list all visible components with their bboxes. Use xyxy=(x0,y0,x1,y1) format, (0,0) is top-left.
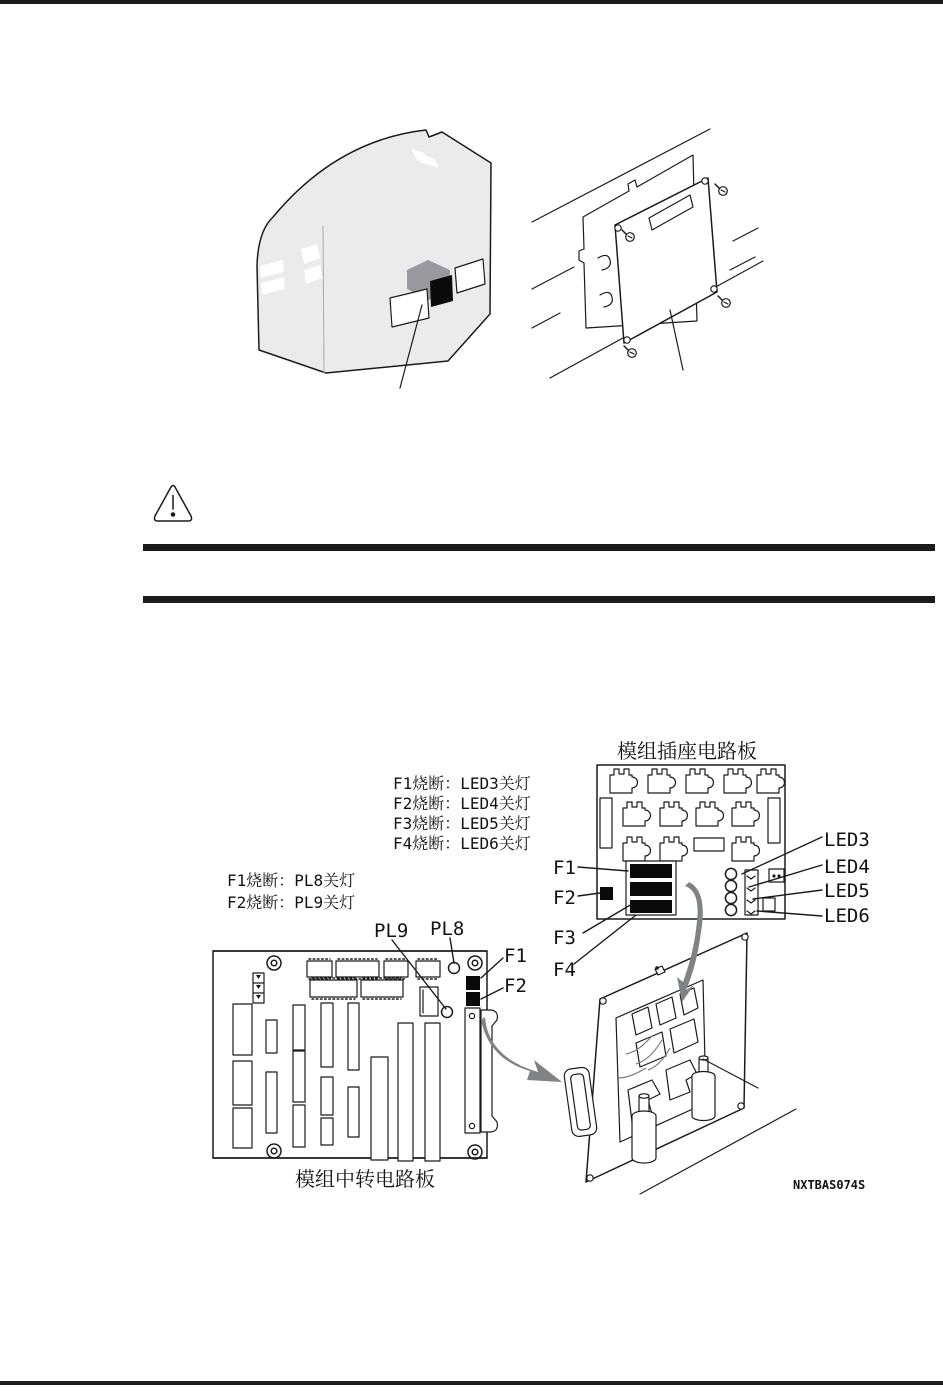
module-sockets xyxy=(610,769,785,861)
socket-fuse-note-2: F2烧断：LED4关灯 xyxy=(393,794,531,813)
socket-f4-label: F4 xyxy=(553,959,576,981)
relay-f1-label: F1 xyxy=(504,945,527,967)
led5-label: LED5 xyxy=(824,880,870,902)
page-top-rule xyxy=(0,0,943,4)
relay-fuse-note-2: F2烧断：PL9关灯 xyxy=(227,893,356,912)
card-edge-connector xyxy=(465,1008,497,1133)
relay-board xyxy=(213,951,497,1161)
arrow-relay-to-panel xyxy=(481,1017,562,1082)
cover-plate xyxy=(615,178,717,343)
socket-fuse-note-3: F3烧断：LED5关灯 xyxy=(393,814,531,833)
socket-f2-label: F2 xyxy=(553,887,576,909)
figure-code: NXTBAS074S xyxy=(793,1178,866,1192)
led3-label: LED3 xyxy=(824,829,870,851)
pin-header xyxy=(253,973,264,1003)
page-bottom-rule xyxy=(0,1381,943,1385)
socket-board xyxy=(597,765,785,919)
socket-fuse-note-1: F1烧断：LED3关灯 xyxy=(393,774,531,793)
cover-body xyxy=(257,130,491,373)
device-cover-illustration xyxy=(240,118,520,400)
relay-f2-label: F2 xyxy=(504,975,527,997)
socket-f1-label: F1 xyxy=(553,857,576,879)
heading-rule-top xyxy=(143,544,935,551)
mounting-plate-illustration xyxy=(518,123,778,408)
fuse-location-diagram xyxy=(200,718,900,1218)
warning-triangle-icon xyxy=(152,482,194,524)
pl9-label: PL9 xyxy=(374,920,409,942)
relay-board-title: 模组中转电路板 xyxy=(295,1167,435,1191)
relay-fuse-note-1: F1烧断：PL8关灯 xyxy=(227,871,356,890)
pl8-label: PL8 xyxy=(430,918,465,940)
led6-label: LED6 xyxy=(824,905,870,927)
plate-leader-line xyxy=(670,310,683,370)
socket-fuse-note-4: F4烧断：LED6关灯 xyxy=(393,834,531,853)
socket-f3-label: F3 xyxy=(553,927,576,949)
heading-rule-bottom xyxy=(143,596,935,603)
edge-socket xyxy=(563,1067,597,1138)
led4-label: LED4 xyxy=(824,856,870,878)
socket-board-title: 模组插座电路板 xyxy=(617,739,757,763)
terminal-panel-assembly xyxy=(563,933,796,1194)
